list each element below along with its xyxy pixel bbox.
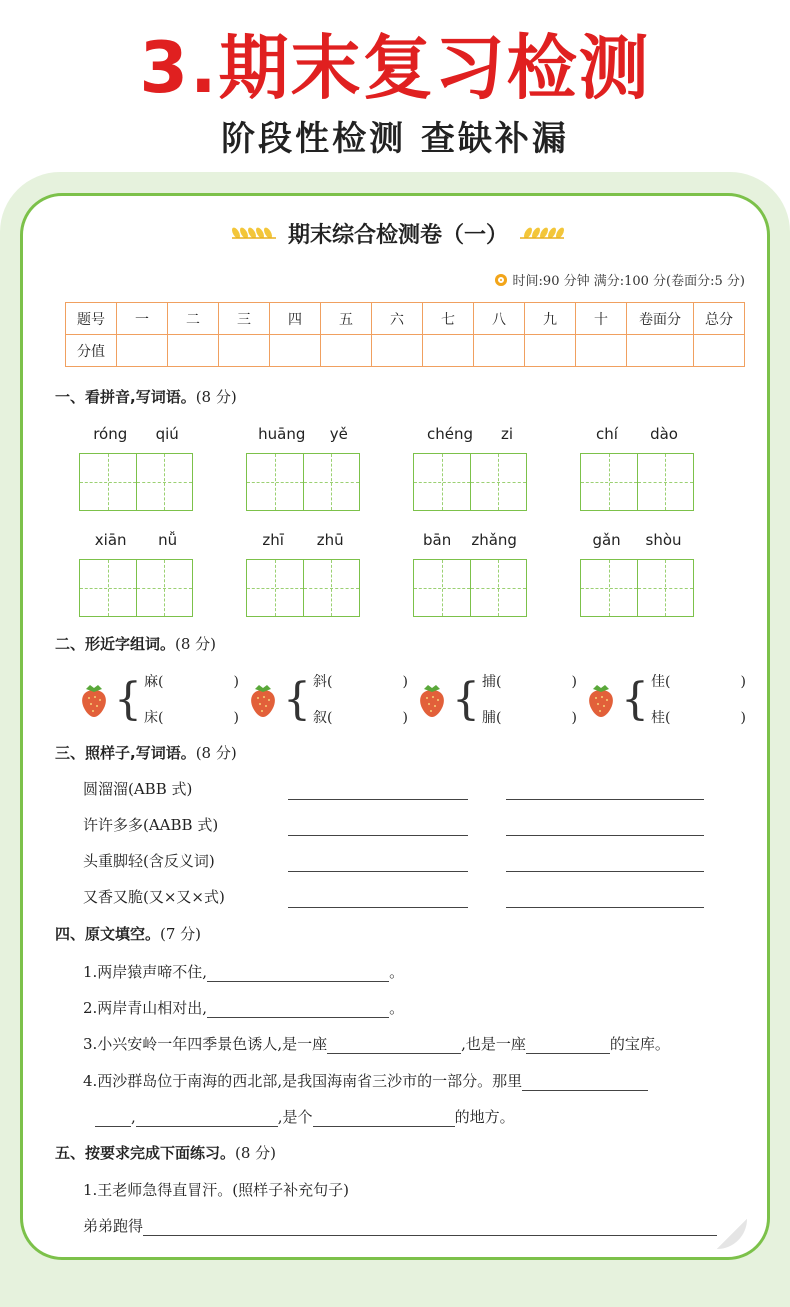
similar-char-group: [416, 664, 577, 736]
pinyin-syllable: xiān: [94, 531, 127, 549]
section-5-heading: [55, 1142, 276, 1163]
score-row-label: 分值: [66, 335, 117, 367]
score-cell[interactable]: [423, 335, 474, 367]
answer-line[interactable]: [506, 835, 704, 836]
similar-char-group: [247, 664, 408, 736]
score-cell[interactable]: [694, 335, 745, 367]
sheet-title: 期末综合检测卷（一）: [287, 222, 508, 248]
brace: {: [452, 674, 480, 725]
similar-char-group: [585, 664, 746, 736]
char-prompt: 斜(: [313, 674, 333, 690]
writing-grid[interactable]: [79, 453, 193, 511]
answer-line[interactable]: [506, 799, 704, 800]
score-header-cell: 六: [372, 303, 423, 335]
pinyin-group: [580, 425, 694, 511]
strawberry-icon: [78, 682, 110, 718]
question-text: ,也是一座: [461, 1035, 526, 1053]
score-cell[interactable]: [321, 335, 372, 367]
section-3-points: (8 分): [195, 744, 237, 762]
pinyin-syllable: chéng: [426, 425, 473, 443]
clock-icon: [495, 274, 507, 286]
answer-blank[interactable]: [313, 1110, 455, 1127]
char-prompt: 佳(: [651, 674, 671, 690]
brace: {: [283, 674, 311, 725]
score-header-cell: 三: [219, 303, 270, 335]
section-5-points: (8 分): [235, 1144, 277, 1162]
pinyin-syllable: róng: [93, 425, 128, 443]
pinyin-syllable: zhū: [316, 531, 344, 549]
score-cell[interactable]: [474, 335, 525, 367]
score-header-cell: 卷面分: [627, 303, 694, 335]
answer-blank[interactable]: [207, 965, 389, 982]
question-text: 1.两岸猿声啼不住,: [83, 963, 208, 981]
answer-line[interactable]: [506, 871, 704, 872]
score-header-cell: 五: [321, 303, 372, 335]
answer-blank[interactable]: [522, 1074, 648, 1091]
answer-blank[interactable]: [526, 1037, 610, 1054]
score-header-cell: 九: [525, 303, 576, 335]
example-prompt: 又香又脆(又×又×式): [83, 888, 225, 906]
score-cell[interactable]: [117, 335, 168, 367]
pinyin-group: [413, 531, 527, 617]
answer-line[interactable]: [288, 871, 468, 872]
close-paren: ): [233, 710, 239, 726]
close-paren: ): [402, 710, 408, 726]
score-cell[interactable]: [372, 335, 423, 367]
score-cell[interactable]: [219, 335, 270, 367]
score-header-cell: 一: [117, 303, 168, 335]
close-paren: ): [740, 710, 746, 726]
answer-line[interactable]: [506, 907, 704, 908]
answer-blank[interactable]: [136, 1110, 278, 1127]
score-cell[interactable]: [576, 335, 627, 367]
writing-grid[interactable]: [246, 559, 360, 617]
pinyin-group: [246, 531, 360, 617]
pinyin-syllable: huāng: [258, 425, 306, 443]
strawberry-icon: [416, 682, 448, 718]
exam-sheet: [20, 193, 770, 1260]
example-prompt: 许许多多(AABB 式): [83, 816, 219, 834]
fill-question-4: [83, 1070, 648, 1091]
sheet-header: [23, 216, 773, 250]
question-text: 的地方。: [454, 1108, 515, 1126]
exam-meta: [495, 270, 745, 289]
question-text: 的宝库。: [609, 1035, 670, 1053]
score-header-cell: 总分: [694, 303, 745, 335]
section-2-heading: [55, 633, 216, 654]
section-5-title: 五、按要求完成下面练习。: [55, 1144, 236, 1162]
section-3-title: 三、照样子,写词语。: [55, 744, 196, 762]
char-prompt: 捕(: [482, 674, 502, 690]
pinyin-syllable: zhī: [262, 531, 284, 549]
section-1-title: 一、看拼音,写词语。: [55, 388, 196, 406]
score-header-row: [66, 303, 745, 335]
brace: {: [114, 674, 142, 725]
close-paren: ): [740, 674, 746, 690]
question-text: 。: [389, 963, 405, 981]
fill-question-4-cont: [95, 1106, 515, 1127]
answer-line[interactable]: [288, 835, 468, 836]
answer-blank[interactable]: [95, 1110, 131, 1127]
answer-blank[interactable]: [327, 1037, 461, 1054]
section-2-title: 二、形近字组词。: [55, 635, 176, 653]
answer-line[interactable]: [288, 907, 468, 908]
char-prompt: 麻(: [144, 674, 164, 690]
score-header-cell: 十: [576, 303, 627, 335]
pinyin-syllable: qiú: [155, 425, 179, 443]
pinyin-group: [79, 425, 193, 511]
score-cell[interactable]: [270, 335, 321, 367]
pinyin-group: [580, 531, 694, 617]
pinyin-syllable: nǚ: [158, 531, 178, 549]
score-value-row: [66, 335, 745, 367]
score-header-cell: 八: [474, 303, 525, 335]
close-paren: ): [233, 674, 239, 690]
pinyin-syllable: dào: [650, 425, 678, 443]
pinyin-syllable: gǎn: [592, 531, 621, 549]
page-curl: [717, 1219, 747, 1249]
fill-question-3: [83, 1033, 670, 1054]
pinyin-syllable: bān: [423, 531, 452, 549]
example-prompt: 头重脚轻(含反义词): [83, 852, 215, 870]
char-prompt: 桂(: [651, 710, 671, 726]
section-4-points: (7 分): [160, 925, 202, 943]
question-text: ,: [131, 1108, 136, 1126]
hero-title: 3.期末复习检测: [139, 27, 651, 109]
wheat-right-icon: [518, 222, 566, 244]
writing-grid[interactable]: [580, 453, 694, 511]
close-paren: ): [402, 674, 408, 690]
score-table: [65, 302, 745, 367]
question-text: 4.西沙群岛位于南海的西北部,是我国海南省三沙市的一部分。那里: [83, 1072, 523, 1090]
strawberry-icon: [585, 682, 617, 718]
section-1-heading: [55, 386, 237, 407]
pinyin-group: [246, 425, 360, 511]
hero-subtitle: 阶段性检测 查缺补漏: [221, 119, 569, 159]
answer-line[interactable]: [288, 799, 468, 800]
answer-blank[interactable]: [207, 1001, 389, 1018]
pinyin-group: [413, 425, 527, 511]
score-cell[interactable]: [168, 335, 219, 367]
strawberry-icon: [247, 682, 279, 718]
wheat-left-icon: [230, 222, 278, 244]
writing-grid[interactable]: [246, 453, 360, 511]
section-2-points: (8 分): [175, 635, 217, 653]
question-text: 3.小兴安岭一年四季景色诱人,是一座: [83, 1035, 328, 1053]
question-text: 。: [389, 999, 405, 1017]
section-1-points: (8 分): [195, 388, 237, 406]
answer-blank[interactable]: [143, 1219, 723, 1236]
section-4-title: 四、原文填空。: [55, 925, 161, 943]
fill-question-1: [83, 961, 404, 982]
writing-grid[interactable]: [413, 453, 527, 511]
char-prompt: 脯(: [482, 710, 502, 726]
example-prompt: 圆溜溜(ABB 式): [83, 780, 193, 798]
pinyin-syllable: zhǎng: [471, 531, 517, 549]
char-prompt: 叙(: [313, 710, 333, 726]
pinyin-syllable: zi: [500, 425, 514, 443]
writing-grid[interactable]: [413, 559, 527, 617]
score-header-cell: 二: [168, 303, 219, 335]
char-prompt: 床(: [144, 710, 164, 726]
score-cell[interactable]: [627, 335, 694, 367]
writing-grid[interactable]: [580, 559, 694, 617]
exercise-answer-1: [83, 1215, 723, 1236]
similar-char-group: [78, 664, 239, 736]
question-text: 2.两岸青山相对出,: [83, 999, 208, 1017]
score-header-cell: 四: [270, 303, 321, 335]
exam-meta-text: 时间:90 分钟 满分:100 分(卷面分:5 分): [512, 274, 745, 289]
score-header-cell: 七: [423, 303, 474, 335]
score-cell[interactable]: [525, 335, 576, 367]
exercise-question-1: 1.王老师急得直冒汗。(照样子补充句子): [83, 1181, 350, 1199]
question-text: 弟弟跑得: [83, 1217, 144, 1235]
pinyin-group: [79, 531, 193, 617]
pinyin-syllable: yě: [329, 425, 348, 443]
section-3-heading: [55, 742, 237, 763]
question-text: ,是个: [277, 1108, 313, 1126]
close-paren: ): [571, 674, 577, 690]
pinyin-syllable: chí: [596, 425, 618, 443]
score-header-cell: 题号: [66, 303, 117, 335]
brace: {: [621, 674, 649, 725]
close-paren: ): [571, 710, 577, 726]
fill-question-2: [83, 997, 404, 1018]
pinyin-syllable: shòu: [645, 531, 682, 549]
section-4-heading: [55, 923, 201, 944]
writing-grid[interactable]: [79, 559, 193, 617]
